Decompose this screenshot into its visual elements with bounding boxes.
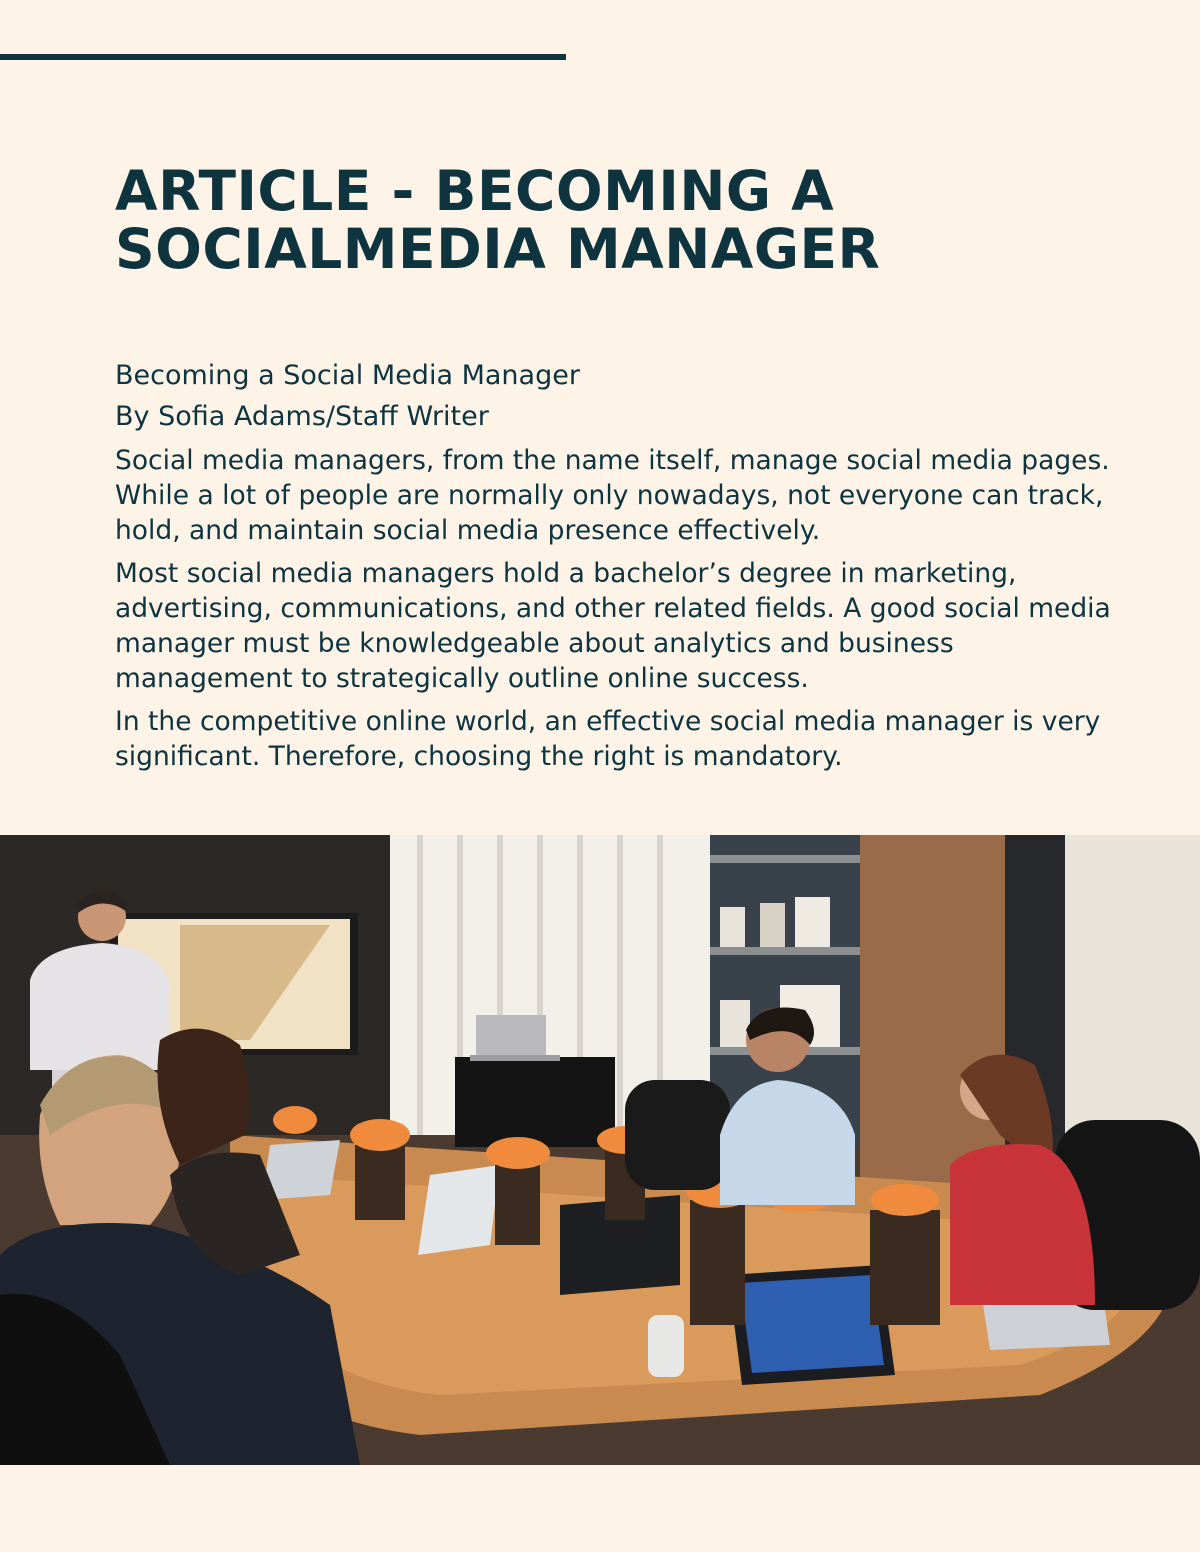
article-title-line-2: SOCIALMEDIA MANAGER: [115, 217, 881, 281]
article-title: [115, 159, 1095, 281]
article-byline: By Sofia Adams/Staff Writer: [115, 401, 489, 432]
article-paragraph-1: Social media managers, from the name itself, manage social media pages. While a lot of people are normally only nowadays, not everyone can track, hold, and maintain social media presence effectively.: [115, 445, 1110, 546]
article-body: [115, 443, 1135, 782]
article-meta: [115, 356, 1125, 438]
meeting-photo-illustration: [0, 835, 1200, 1465]
meeting-photo: [0, 835, 1200, 1465]
article-paragraph-3: In the competitive online world, an effective social media manager is very significant. Therefore, choosing the right is mandatory.: [115, 706, 1101, 772]
article-title-line-1: ARTICLE - BECOMING A: [115, 159, 835, 223]
top-accent-rule: [0, 54, 566, 60]
article-subtitle: Becoming a Social Media Manager: [115, 360, 580, 391]
article-paragraph-2: Most social media managers hold a bachelor’s degree in marketing, advertising, communications, and other related fields. A good social media manager must be knowledgeable about analytics and business management to strategically outline online success.: [115, 558, 1111, 694]
